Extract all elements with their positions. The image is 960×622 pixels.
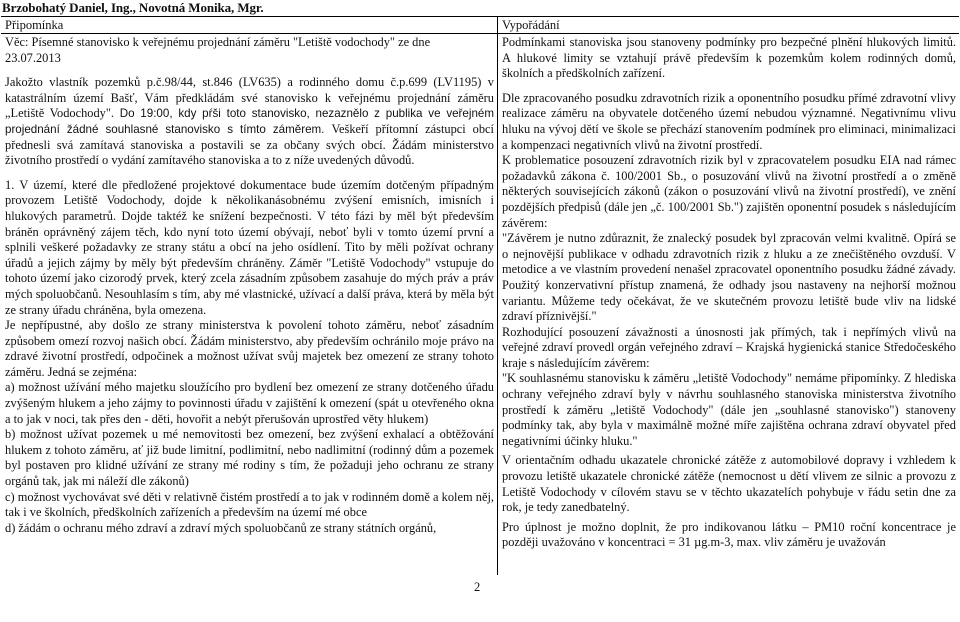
comment-column [1, 17, 498, 575]
resolution-paragraph-6: Pro úplnost je možno doplnit, že pro indikovanou látku – PM10 roční koncentrace je později uvažováno v koncentraci = 31 µg.m-3, max. vliv záměru je uvažován [502, 519, 956, 550]
comment-item-b: b) možnost užívat pozemek u mé nemovitosti bez omezení, bez zvýšení exhalací a obtěžování hlukem z tohoto záměru, ať již bude limitní, podlimitní, nebo nadlimitní (rodinný dům a pozemek byl postaven pro klidné užívání ze strany mé rodiny s tím, že požaduji jeho ochranu ze strany orgánů tak, jak mi náleží dle zákonů) [5, 427, 494, 489]
comment-cell [1, 34, 497, 536]
column-header-resolution: Vypořádání [498, 17, 959, 34]
resolution-paragraph-5: V orientačním odhadu ukazatele chronické zátěže z automobilové dopravy i vzhledem k provozu letiště ukazatele chronické zátěže (nemocnost u dětí vlivem ze silnic a provozu z Letiště Vodochody v cílovém stavu se v těchto ukazatelích pohybuje v řádu setin dne za rok, je tedy zanedbatelný. [502, 453, 956, 515]
resolution-paragraph-2: Dle zpracovaného posudku zdravotních rizik a oponentního posudku přímé zdravotní vlivy realizace záměru na obyvatele dotčeného území nebudou významné. Negativnímu vlivu hluku na vývoj dětí ve škole se přechází stanovením podmínek pro eliminaci, minimalizaci a kompenzaci negativních vlivů na životní prostředí. [502, 90, 956, 152]
subject-line: Věc: Písemné stanovisko k veřejnému projednání záměru "Letiště vodochody" ze dne 23.07.2013 [5, 35, 431, 65]
column-header-comment: Připomínka [1, 17, 497, 34]
resolution-quote-1: "Závěrem je nutno zdůraznit, že znalecký posudek byl zpracován velmi kvalitně. Opírá se o nejnovější publikace v odhadu zdravotních rizik z hluku a ze znečištěného ovzduší. V metodice a ve vlastním provedení nenašel zpracovatel oponentního posudku žádné závady. Použitý konzervativní přístup znamená, že odhady jsou nastaveny na nejhorší možnou variantu. Můžeme tedy očekávat, že ve skutečném provozu letiště bude vliv na lidské zdraví příznivější." [502, 231, 956, 324]
resolution-paragraph-1: Podmínkami stanoviska jsou stanoveny podmínky pro bezpečné plnění hlukových limitů. A hlukové limity se vztahují právě především k pozemkům kolem rodinných domů, školních a předškolních zařízení. [502, 35, 956, 81]
authors: Brzobohatý Daniel, Ing., Novotná Monika, Mgr. [2, 0, 264, 15]
resolution-quote-2: "K souhlasnému stanovisku k záměru „letiště Vodochody" nemáme připomínky. Z hlediska ochrany veřejného zdraví byly v návrhu souhlasného stanoviska ministerstva životního prostředí k záměru „letiště Vodochody" (dále jen „souhlasné stanovisko") stanoveny podmínky tak, aby byla v maximálně možné míře zajištěna ochrana zdraví obyvatel před negativními účinky hluku." [502, 371, 956, 448]
comment-intro: Jakožto vlastník pozemků p.č.98/44, st.846 (LV635) a rodinného domu č.p.699 (LV1195) v katastrálním území Bašť, Vám předkládám své stanovisko k veřejnému projednání záměru „Letiště Vodochody". Do 19:00, kdy pŕši toto stanovisko, nezaznělo z publika ve veřejném projednání žádné souhlasné stanovisko s tímto záměrem. Veškeří přítomní zástupci obcí přednesli svá zamítavá stanoviska a postavili se za občany svých obcí. Žádám ministerstvo životního prostředí o vydání zamítavého stanoviska a to z níže uvedených důvodů. [5, 75, 494, 168]
comments-table [1, 16, 959, 575]
comment-item-c: c) možnost vychovávat své děti v relativně čistém prostředí a to jak v rodinném domě a kolem něj, tak i ve školních, předškolních zařízeních a především na území mé obce [5, 489, 494, 520]
resolution-paragraph-4: Rozhodující posouzení závažnosti a únosnosti jak přímých, tak i nepřímých vlivů na veřejné zdraví provedl orgán veřejného zdraví – Krajská hygienická stanice Středočeského kraje s následujícím závěrem: [502, 324, 956, 370]
page-number: 2 [474, 580, 481, 594]
comment-item-d: d) žádám o ochranu mého zdraví a zdraví mých spoluobčanů ze strany státních orgánů, [5, 520, 437, 535]
page-header [2, 0, 442, 16]
comment-paragraph: Je nepřípustné, aby došlo ze strany ministerstva k povolení tohoto záměru, neboť zásadním způsobem omezí rozvoj našich obcí. Žádám ministerstvo, aby především ochránilo moje právo na zdravé životní prostředí, odpočinek a možnost užívat svůj majetek bez omezení ze strany tohoto záměru. Jedná se zejména: [5, 318, 494, 379]
resolution-paragraph-3: K problematice posouzení zdravotních rizik byl v zpracovatelem posudku EIA nad rámec požadavků zákona č. 100/2001 Sb., o posuzování vlivů na životní prostředí a o změně některých souvisejících zákonů (zákon o posuzování vlivů na životní prostředí), ve znění pozdějších předpisů (dále jen „č. 100/2001 Sb.") zajištěn oponentní posudek s následujícím závěrem: [502, 153, 956, 230]
resolution-cell [498, 34, 959, 551]
comment-point-1: 1. V území, které dle předložené projektové dokumentace bude územím dotčeným případným provozem Letiště Vodochody, dojde k několikanásobnému zvýšení emisních, imisních i hlukových parametrů. Dojde taktéž ke snížení bezpečnosti. V této fázi by měl být především bráněn oprávněný zájem těch, kdo nyní toto území obývají, neboť byli v tomto území první a splnili veškeré požadavky ze strany státu a obcí na jeho osídlení. Tito by měli požívat ochrany úřadů a jejich zájmy by měly být především chráněny. Záměr "Letiště Vodochody" vstupuje do tohoto území jako cizorodý prvek, který zcela zásadním způsobem zasahuje do mých práv a práv mých spoluobčanů. Nesouhlasím s tím, aby mé vlastnické, užívací a další práva, která by měla být ze strany úřadu chráněna, byla omezena. [5, 177, 494, 317]
comment-item-a: a) možnost užívání mého majetku sloužícího pro bydlení bez omezení ze strany dotčeného úřadu zvýšeným hlukem a jeho zájmy to povinnosti úřadu v zajištění k omezení (spát u otevřeného okna a to jak v noci, tak přes den - děti, hovořit a nebýt přerušován uprostřed věty hlukem) [5, 380, 494, 426]
resolution-column [498, 17, 959, 575]
